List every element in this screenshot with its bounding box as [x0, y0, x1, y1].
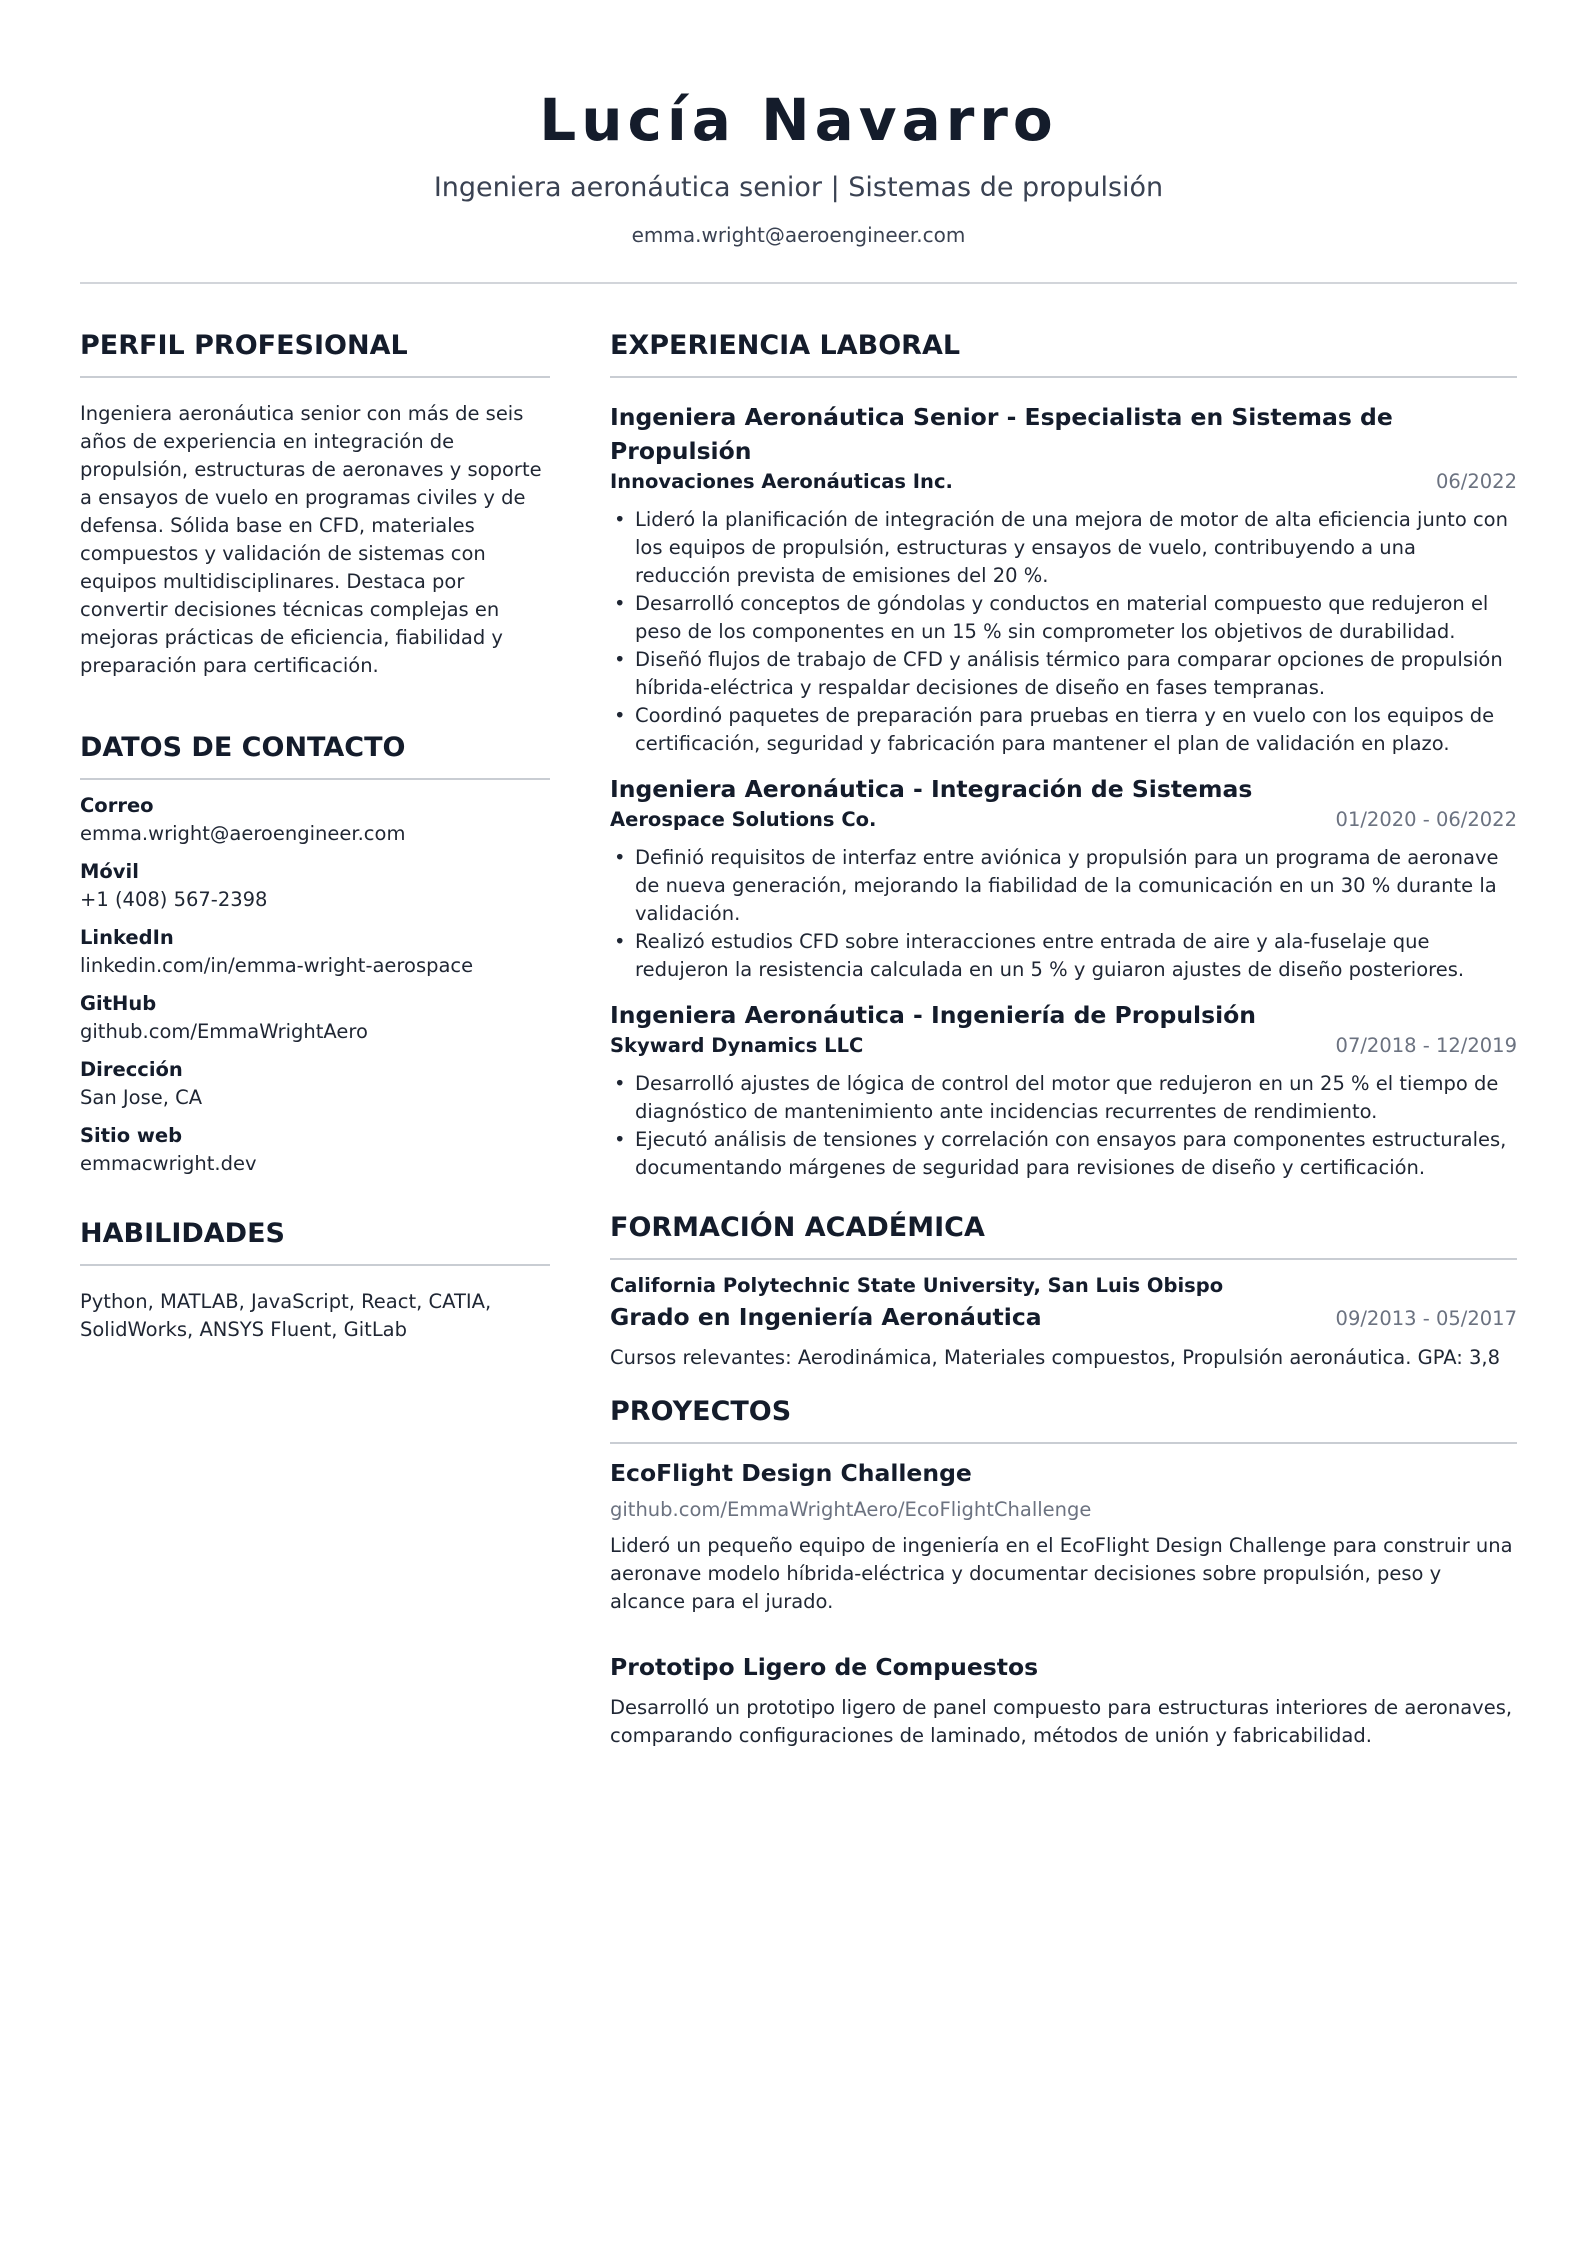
job-bullet: • Desarrolló conceptos de góndolas y conductos en material compuesto que redujeron el peso de los componentes en un 15 % sin comprometer los objetivos de durabilidad.	[610, 590, 1517, 646]
job-meta	[610, 806, 1517, 834]
skills-text: Python, MATLAB, JavaScript, React, CATIA, SolidWorks, ANSYS Fluent, GitLab	[80, 1290, 492, 1341]
section-title-skills: HABILIDADES	[80, 1218, 285, 1249]
education-details: Cursos relevantes: Aerodinámica, Materiales compuestos, Propulsión aeronáutica. GPA: 3,8	[610, 1346, 1501, 1369]
job-title: Ingeniera Aeronáutica - Ingeniería de Propulsión	[610, 1001, 1257, 1029]
job-bullets	[610, 844, 1517, 984]
job-entry	[610, 772, 1517, 984]
job-dates: 07/2018 - 12/2019	[1335, 1034, 1517, 1057]
profile-section	[80, 326, 550, 680]
education-degree: Grado en Ingeniería Aeronáutica	[610, 1303, 1042, 1331]
projects-section	[610, 1392, 1517, 1750]
contact-website-link[interactable]: emmacwright.dev	[80, 1152, 257, 1175]
contact-item-email	[80, 792, 550, 848]
profile-text: Ingeniera aeronáutica senior con más de seis años de experiencia en integración de propulsión, estructuras de aeronaves y soporte a ensayos de vuelo en programas civiles y de defensa. Sólida base en CFD, materiales compuestos y validación de sistemas con equipos multidisciplinares. Destaca por convertir decisiones técnicas complejas en mejoras prácticas de eficiencia, fiabilidad y preparación para certificación.	[80, 402, 542, 677]
section-divider	[610, 376, 1517, 378]
job-bullet: • Realizó estudios CFD sobre interacciones entre entrada de aire y ala-fuselaje que redujeron la resistencia calculada en un 5 % y guiaron ajustes de diseño posteriores.	[610, 928, 1517, 984]
contact-item-github	[80, 990, 550, 1046]
education-section	[610, 1208, 1517, 1372]
section-title-contact: DATOS DE CONTACTO	[80, 732, 406, 763]
job-company: Innovaciones Aeronáuticas Inc.	[610, 470, 953, 493]
contact-email-link[interactable]: emma.wright@aeroengineer.com	[80, 822, 406, 845]
contact-label: Móvil	[80, 860, 139, 883]
project-title: Prototipo Ligero de Compuestos	[610, 1653, 1039, 1681]
skills-section	[80, 1214, 550, 1344]
job-title: Ingeniera Aeronáutica Senior - Especialista en Sistemas de Propulsión	[610, 403, 1393, 465]
job-bullets	[610, 506, 1517, 758]
contact-section	[80, 728, 550, 1178]
job-bullet: • Ejecutó análisis de tensiones y correlación con ensayos para componentes estructurales, documentando márgenes de seguridad para revisiones de diseño y certificación.	[610, 1126, 1517, 1182]
contact-list	[80, 792, 550, 1178]
contact-item-website	[80, 1122, 550, 1178]
contact-phone[interactable]: +1 (408) 567-2398	[80, 888, 268, 911]
candidate-name: Lucía Navarro	[539, 86, 1058, 154]
candidate-subtitle: Ingeniera aeronáutica senior | Sistemas de propulsión	[433, 172, 1164, 203]
header-divider	[80, 282, 1517, 284]
section-title-education: FORMACIÓN ACADÉMICA	[610, 1212, 985, 1243]
job-dates: 01/2020 - 06/2022	[1335, 808, 1517, 831]
job-company: Aerospace Solutions Co.	[610, 808, 877, 831]
contact-item-phone	[80, 858, 550, 914]
section-divider	[80, 1264, 550, 1266]
job-meta	[610, 1032, 1517, 1060]
section-divider	[610, 1258, 1517, 1260]
section-divider	[80, 778, 550, 780]
project-description: Desarrolló un prototipo ligero de panel compuesto para estructuras interiores de aeronaves, comparando configuraciones de laminado, métodos de unión y fabricabilidad.	[610, 1696, 1513, 1747]
section-divider	[610, 1442, 1517, 1444]
contact-item-linkedin	[80, 924, 550, 980]
section-title-experience: EXPERIENCIA LABORAL	[610, 330, 961, 361]
resume-header	[80, 78, 1517, 250]
experience-section	[610, 326, 1517, 1182]
education-meta	[610, 1300, 1517, 1334]
job-entry	[610, 400, 1517, 758]
job-bullet: • Lideró la planificación de integración de una mejora de motor de alta eficiencia junto con los equipos de propulsión, estructuras y ensayos de vuelo, contribuyendo a una reducción prevista de emisiones del 20 %.	[610, 506, 1517, 590]
job-dates: 06/2022	[1435, 470, 1517, 493]
project-entry	[610, 1650, 1517, 1750]
contact-address: San Jose, CA	[80, 1086, 203, 1109]
contact-label: Sitio web	[80, 1124, 183, 1147]
job-bullet: • Coordinó paquetes de preparación para pruebas en tierra y en vuelo con los equipos de certificación, seguridad y fabricación para mantener el plan de validación en plazo.	[610, 702, 1517, 758]
project-title: EcoFlight Design Challenge	[610, 1459, 972, 1487]
left-column	[80, 326, 550, 1344]
contact-linkedin-link[interactable]: linkedin.com/in/emma-wright-aerospace	[80, 954, 474, 977]
project-link[interactable]: github.com/EmmaWrightAero/EcoFlightChallenge	[610, 1498, 1092, 1521]
contact-item-address	[80, 1056, 550, 1112]
contact-label: LinkedIn	[80, 926, 174, 949]
project-description: Lideró un pequeño equipo de ingeniería en el EcoFlight Design Challenge para construir una aeronave modelo híbrida-eléctrica y documentar decisiones sobre propulsión, peso y alcance para el jurado.	[610, 1534, 1513, 1613]
job-title: Ingeniera Aeronáutica - Integración de Sistemas	[610, 775, 1253, 803]
contact-label: Dirección	[80, 1058, 183, 1081]
job-entry	[610, 998, 1517, 1182]
contact-label: Correo	[80, 794, 154, 817]
education-dates: 09/2013 - 05/2017	[1335, 1307, 1517, 1330]
project-entry	[610, 1456, 1517, 1616]
section-title-profile: PERFIL PROFESIONAL	[80, 330, 408, 361]
right-column	[610, 326, 1517, 1750]
job-bullet: • Diseñó flujos de trabajo de CFD y análisis térmico para comparar opciones de propulsión híbrida-eléctrica y respaldar decisiones de diseño en fases tempranas.	[610, 646, 1517, 702]
job-meta	[610, 468, 1517, 496]
contact-github-link[interactable]: github.com/EmmaWrightAero	[80, 1020, 368, 1043]
contact-label: GitHub	[80, 992, 157, 1015]
job-bullets	[610, 1070, 1517, 1182]
section-title-projects: PROYECTOS	[610, 1396, 792, 1427]
job-company: Skyward Dynamics LLC	[610, 1034, 864, 1057]
header-email: emma.wright@aeroengineer.com	[631, 223, 966, 247]
section-divider	[80, 376, 550, 378]
education-school: California Polytechnic State University, San Luis Obispo	[610, 1274, 1224, 1297]
job-bullet: • Desarrolló ajustes de lógica de control del motor que redujeron en un 25 % el tiempo de diagnóstico de mantenimiento ante incidencias recurrentes de rendimiento.	[610, 1070, 1517, 1126]
job-bullet: • Definió requisitos de interfaz entre aviónica y propulsión para un programa de aeronave de nueva generación, mejorando la fiabilidad de la comunicación en un 30 % durante la validación.	[610, 844, 1517, 928]
